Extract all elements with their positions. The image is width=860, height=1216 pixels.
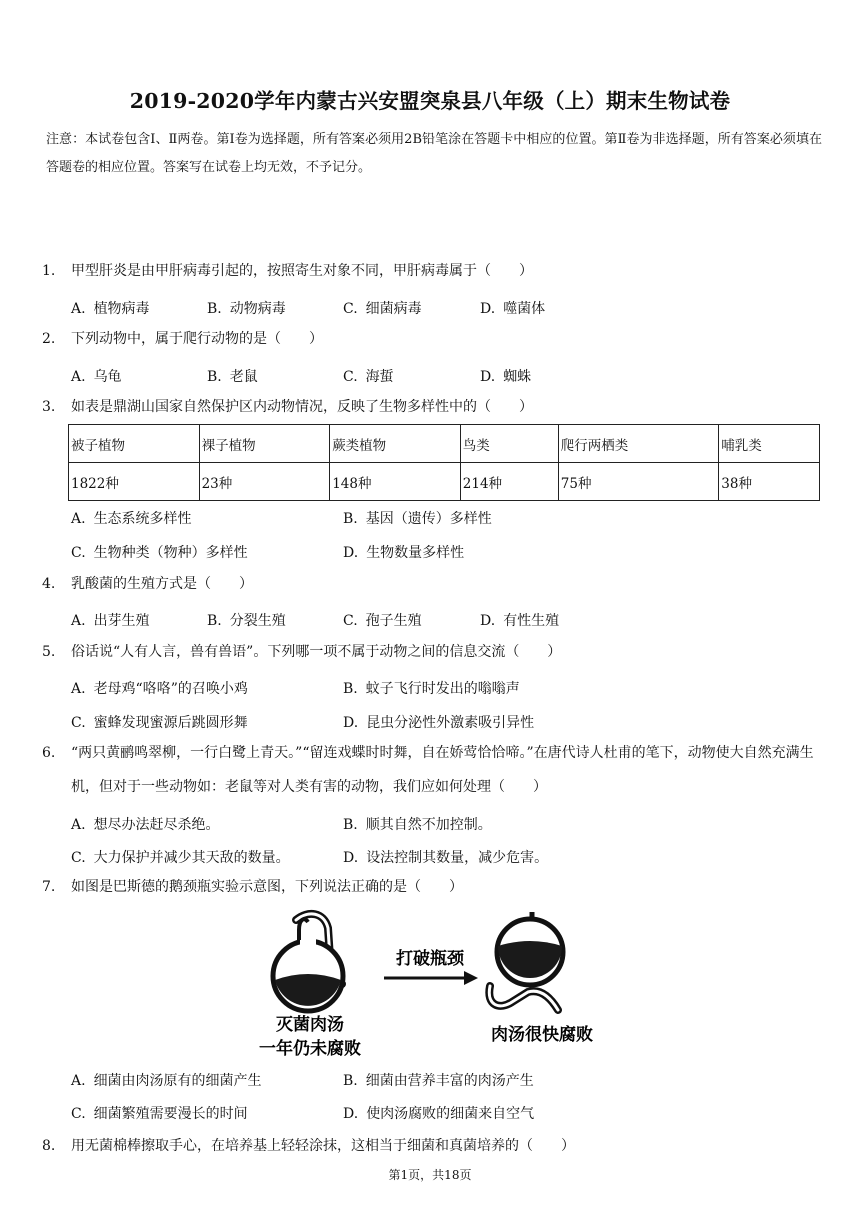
table-header-cell: 爬行两栖类 [558,425,718,463]
question-7 [42,870,822,904]
question-number: 7. [42,879,56,895]
table-row [69,463,820,501]
option-d[interactable]: D. 有性生殖 [480,613,560,629]
left-caption-line2: 一年仍未腐败 [259,1039,361,1059]
intact-flask-icon [273,914,343,1011]
question-stem: 下列动物中，属于爬行动物的是（ ） [71,331,323,347]
question-2 [42,322,822,356]
question-6 [42,736,822,804]
question-number: 4. [42,576,56,592]
option-d[interactable]: D. 生物数量多样性 [343,545,465,561]
question-1 [42,254,822,288]
option-b[interactable]: B. 老鼠 [207,369,258,385]
option-d[interactable]: D. 噬菌体 [480,301,546,317]
species-table [68,424,820,501]
question-number: 1. [42,263,56,279]
question-number: 3. [42,399,56,415]
table-header-cell: 鸟类 [460,425,558,463]
broken-flask-icon [489,912,563,1010]
option-c[interactable]: C. 生物种类（物种）多样性 [71,545,248,561]
right-caption: 肉汤很快腐败 [491,1025,593,1045]
option-a[interactable]: A. 细菌由肉汤原有的细菌产生 [71,1073,262,1089]
option-b[interactable]: B. 动物病毒 [207,301,286,317]
swan-neck-flask-figure [252,906,612,1066]
question-5 [42,635,822,669]
question-number: 8. [42,1138,56,1154]
question-stem: 用无菌棉棒擦取手心，在培养基上轻轻涂抹，这相当于细菌和真菌培养的（ ） [71,1138,575,1154]
question-stem: 俗话说“人有人言，兽有兽语”。下列哪一项不属于动物之间的信息交流（ ） [71,644,562,660]
option-d[interactable]: D. 昆虫分泌性外激素吸引异性 [343,715,535,731]
table-header-cell: 蕨类植物 [330,425,461,463]
question-number: 6. [42,745,56,761]
question-stem: 甲型肝炎是由甲肝病毒引起的，按照寄生对象不同，甲肝病毒属于（ ） [71,263,533,279]
option-a[interactable]: A. 出芽生殖 [71,613,150,629]
question-number: 2. [42,331,56,347]
option-a[interactable]: A. 乌龟 [71,369,122,385]
option-c[interactable]: C. 大力保护并减少其天敌的数量。 [71,850,290,866]
question-stem: 乳酸菌的生殖方式是（ ） [71,576,253,592]
option-d[interactable]: D. 设法控制其数量，减少危害。 [343,850,549,866]
page-title: 2019-2020学年内蒙古兴安盟突泉县八年级（上）期末生物试卷 [129,89,731,113]
notice-text: 注意：本试卷包含Ⅰ、Ⅱ两卷。第Ⅰ卷为选择题，所有答案必须用2B铅笔涂在答题卡中相应的位置。第Ⅱ卷为非选择题，所有答案必须填在答题卷的相应位置。答案写在试卷上均无效，不予记分。 [46,132,822,175]
table-header-row [69,425,820,463]
question-number: 5. [42,644,56,660]
question-stem: “两只黄鹂鸣翠柳，一行白鹭上青天。”“留连戏蝶时时舞，自在娇莺恰恰啼。”在唐代诗人杜甫的笔下，动物使大自然充满生机，但对于一些动物如：老鼠等对人类有害的动物，我们应如何处理（ ） [71,745,814,795]
table-header-cell: 被子植物 [69,425,200,463]
table-cell: 38种 [719,463,820,501]
table-cell: 214种 [460,463,558,501]
option-c[interactable]: C. 海蜇 [343,369,394,385]
option-b[interactable]: B. 顺其自然不加控制。 [343,817,492,833]
option-c[interactable]: C. 孢子生殖 [343,613,422,629]
table-cell: 148种 [330,463,461,501]
question-stem: 如表是鼎湖山国家自然保护区内动物情况，反映了生物多样性中的（ ） [71,399,533,415]
option-b[interactable]: B. 分裂生殖 [207,613,286,629]
table-cell: 23种 [199,463,330,501]
option-b[interactable]: B. 细菌由营养丰富的肉汤产生 [343,1073,534,1089]
question-4 [42,567,822,601]
option-a[interactable]: A. 老母鸡“咯咯”的召唤小鸡 [71,681,248,697]
option-a[interactable]: A. 想尽办法赶尽杀绝。 [71,817,220,833]
question-3 [42,390,822,424]
option-c[interactable]: C. 细菌病毒 [343,301,422,317]
table-header-cell: 哺乳类 [719,425,820,463]
question-8 [42,1129,822,1163]
option-b[interactable]: B. 基因（遗传）多样性 [343,511,492,527]
option-d[interactable]: D. 使肉汤腐败的细菌来自空气 [343,1106,535,1122]
option-d[interactable]: D. 蜘蛛 [480,369,532,385]
question-stem: 如图是巴斯德的鹅颈瓶实验示意图，下列说法正确的是（ ） [71,879,463,895]
table-cell: 1822种 [69,463,200,501]
arrow-icon [384,971,478,985]
option-b[interactable]: B. 蚊子飞行时发出的嗡嗡声 [343,681,520,697]
option-a[interactable]: A. 植物病毒 [71,301,150,317]
page-footer: 第1页，共18页 [388,1168,472,1182]
left-caption-line1: 灭菌肉汤 [276,1015,344,1035]
table-cell: 75种 [558,463,718,501]
option-a[interactable]: A. 生态系统多样性 [71,511,192,527]
option-c[interactable]: C. 蜜蜂发现蜜源后跳圆形舞 [71,715,248,731]
table-header-cell: 裸子植物 [199,425,330,463]
option-c[interactable]: C. 细菌繁殖需要漫长的时间 [71,1106,248,1122]
arrow-label: 打破瓶颈 [396,949,464,969]
